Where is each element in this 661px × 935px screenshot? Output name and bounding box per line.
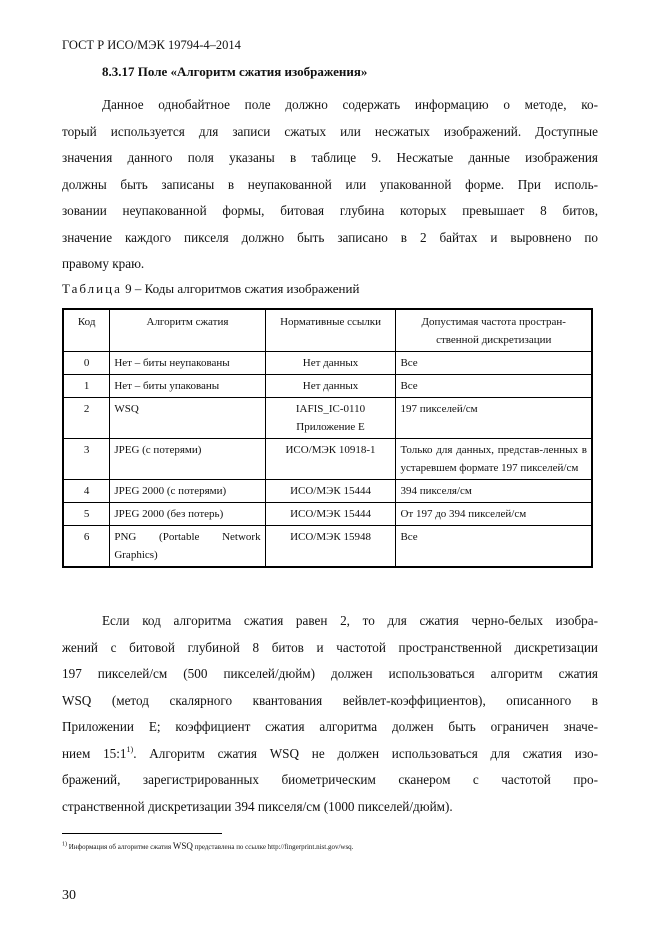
cell-rate: Все bbox=[396, 375, 592, 398]
cell-reference: ИСО/МЭК 15444 bbox=[265, 503, 396, 526]
cell-code: 2 bbox=[63, 398, 110, 439]
text-line: Если код алгоритма сжатия равен 2, то для сжатия черно-белых изобра- bbox=[102, 613, 598, 628]
cell-reference: IAFIS_IC-0110 Приложение E bbox=[265, 398, 396, 439]
page-number: 30 bbox=[62, 888, 76, 903]
table-row bbox=[63, 375, 592, 398]
text-line: бражений, зарегистрированных биометрическим сканером с частотой про- bbox=[62, 772, 598, 787]
cell-code: 6 bbox=[63, 526, 110, 568]
cell-rate: От 197 до 394 пикселей/см bbox=[396, 503, 592, 526]
text-line: правому краю. bbox=[62, 256, 145, 271]
cell-code: 5 bbox=[63, 503, 110, 526]
footnote-mark: 1) bbox=[62, 841, 67, 848]
cell-reference: ИСО/МЭК 10918-1 bbox=[265, 439, 396, 480]
cell-algorithm: Нет – биты упакованы bbox=[110, 375, 265, 398]
footnote-text: Информация об алгоритме сжатия bbox=[67, 843, 173, 851]
caption-label: Таблица bbox=[62, 281, 122, 296]
footnote bbox=[62, 841, 353, 851]
cell-code: 4 bbox=[63, 480, 110, 503]
cell-rate: Все bbox=[396, 352, 592, 375]
cell-algorithm: JPEG 2000 (без потерь) bbox=[110, 503, 265, 526]
paragraph-intro bbox=[62, 92, 598, 278]
cell-reference: Нет данных bbox=[265, 375, 396, 398]
cell-reference: ИСО/МЭК 15948 bbox=[265, 526, 396, 568]
text-line: странственной дискретизации 394 пикселя/см (1000 пикселей/дюйм). bbox=[62, 798, 453, 814]
table-header-row bbox=[63, 309, 592, 352]
cell-code: 0 bbox=[63, 352, 110, 375]
caption-text: 9 – Коды алгоритмов сжатия изображений bbox=[121, 281, 360, 296]
cell-reference: Нет данных bbox=[265, 352, 396, 375]
cell-rate: 197 пикселей/см bbox=[396, 398, 592, 439]
text-line: жений с битовой глубиной 8 битов и частотой пространственной дискретизации bbox=[62, 639, 598, 655]
cell-algorithm: JPEG (с потерями) bbox=[110, 439, 265, 480]
paragraph-wsq bbox=[62, 608, 598, 820]
table-row bbox=[63, 439, 592, 480]
cell-rate: 394 пикселя/см bbox=[396, 480, 592, 503]
header-code: Код bbox=[63, 309, 110, 352]
text-line: Данное однобайтное поле должно содержать информацию о методе, ко- bbox=[102, 97, 598, 112]
footnote-separator bbox=[62, 833, 222, 834]
text-line: Приложении Е; коэффициент сжатия алгоритма должен быть ограничен значе- bbox=[62, 719, 598, 734]
text-fragment: . Алгоритм сжатия WSQ не должен использоваться для сжатия изо- bbox=[133, 745, 598, 761]
text-line bbox=[62, 741, 598, 768]
text-line: 197 пикселей/см (500 пикселей/дюйм) должен использоваться алгоритм сжатия bbox=[62, 666, 598, 681]
text-line: WSQ (метод скалярного квантования вейвлет-коэффициентов), описанного в bbox=[62, 692, 598, 708]
cell-reference: ИСО/МЭК 15444 bbox=[265, 480, 396, 503]
compression-codes-table bbox=[62, 308, 593, 568]
text-line: должны быть записаны в неупакованной или упакованной форме. При исполь- bbox=[62, 176, 598, 192]
header-algorithm: Алгоритм сжатия bbox=[110, 309, 265, 352]
table-row bbox=[63, 398, 592, 439]
table-row bbox=[63, 480, 592, 503]
running-header: ГОСТ Р ИСО/МЭК 19794-4–2014 bbox=[62, 38, 241, 52]
cell-rate: Только для данных, представ-ленных в устаревшем формате 197 пикселей/см bbox=[396, 439, 592, 480]
footnote-reference: 1) bbox=[126, 744, 134, 754]
header-sampling-rate: Допустимая частота простран-ственной дискретизации bbox=[396, 309, 592, 352]
table-caption bbox=[62, 281, 359, 297]
cell-algorithm: PNG (Portable Network Graphics) bbox=[110, 526, 265, 568]
cell-algorithm: Нет – биты неупакованы bbox=[110, 352, 265, 375]
text-line: значения данного поля указаны в таблице 9. Несжатые данные изображения bbox=[62, 150, 598, 165]
cell-algorithm: JPEG 2000 (с потерями) bbox=[110, 480, 265, 503]
footnote-link-text: представлена по ссылке http://fingerprint.nist.gov/wsq. bbox=[192, 843, 354, 851]
cell-code: 1 bbox=[63, 375, 110, 398]
footnote-wsq: WSQ bbox=[172, 841, 193, 851]
table-row bbox=[63, 503, 592, 526]
cell-algorithm: WSQ bbox=[110, 398, 265, 439]
table-row bbox=[63, 526, 592, 568]
text-line: зовании неупакованной формы, битовая глубина которых превышает 8 битов, bbox=[62, 203, 598, 218]
table-row bbox=[63, 352, 592, 375]
section-heading: 8.3.17 Поле «Алгоритм сжатия изображения» bbox=[102, 64, 368, 79]
header-references: Нормативные ссылки bbox=[265, 309, 396, 352]
cell-code: 3 bbox=[63, 439, 110, 480]
text-fragment: нием 15:1 bbox=[62, 745, 127, 761]
text-line: торый используется для записи сжатых или несжатых изображений. Доступные bbox=[62, 123, 598, 139]
cell-rate: Все bbox=[396, 526, 592, 568]
text-line: значение каждого пикселя должно быть записано в 2 байтах и выровнено по bbox=[62, 229, 598, 245]
